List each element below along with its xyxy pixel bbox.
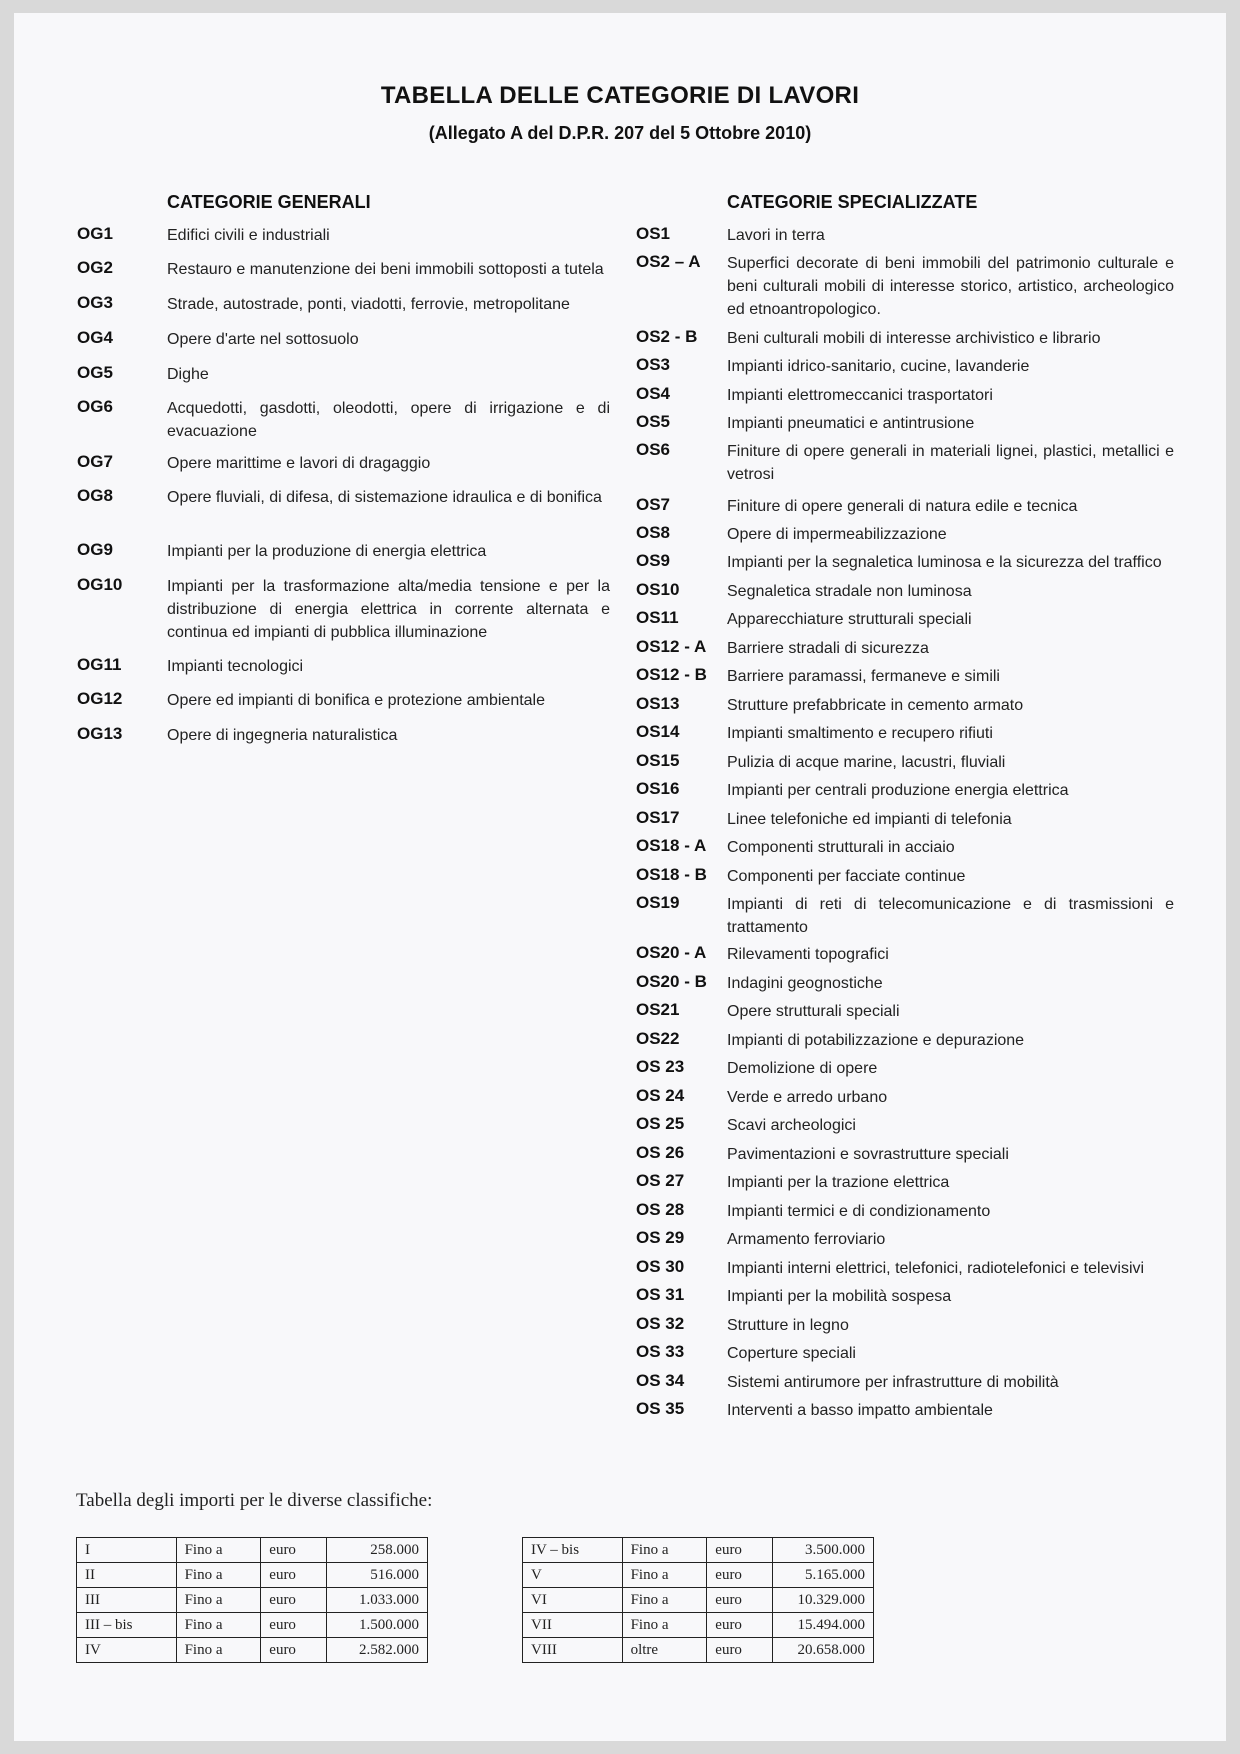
- page-subtitle: (Allegato A del D.P.R. 207 del 5 Ottobre 2010): [428, 123, 812, 143]
- category-row: [77, 363, 610, 386]
- amount: 20.658.000: [773, 1638, 874, 1663]
- category-code: OS 32: [636, 1314, 685, 1333]
- category-description: Impianti smaltimento e recupero rifiuti: [727, 725, 993, 742]
- category-description: Impianti per la trasformazione alta/media tensione e per la distribuzione di energia elettrica in corrente alternata e continua ed impianti di pubblica illuminazione: [167, 578, 610, 641]
- category-description: Opere marittime e lavori di dragaggio: [167, 455, 431, 472]
- category-row: [636, 495, 1174, 518]
- category-description: Sistemi antirumore per infrastrutture di mobilità: [727, 1374, 1059, 1391]
- category-description: Pavimentazioni e sovrastrutture speciali: [727, 1146, 1009, 1163]
- currency: euro: [707, 1638, 773, 1663]
- category-row: [636, 1200, 1174, 1223]
- category-row: [636, 722, 1174, 745]
- category-description: Coperture speciali: [727, 1345, 856, 1362]
- category-description: Interventi a basso impatto ambientale: [727, 1402, 993, 1419]
- category-code: OG1: [77, 224, 113, 243]
- classifica-label: VII: [523, 1613, 623, 1638]
- category-row: [636, 1086, 1174, 1109]
- classifica-label: III: [77, 1588, 177, 1613]
- currency: euro: [707, 1588, 773, 1613]
- category-code: OS12 - B: [636, 665, 707, 684]
- category-description: Impianti elettromeccanici trasportatori: [727, 387, 993, 404]
- category-code: OS7: [636, 495, 671, 514]
- classifica-row: [523, 1538, 874, 1563]
- category-code: OS18 - B: [636, 865, 707, 884]
- category-row: [636, 1057, 1174, 1080]
- category-code: OG4: [77, 328, 113, 347]
- category-code: OG9: [77, 540, 113, 559]
- category-row: [77, 689, 610, 712]
- category-description: Strutture prefabbricate in cemento armato: [727, 697, 1024, 714]
- currency: euro: [261, 1538, 327, 1563]
- category-code: OG5: [77, 363, 113, 382]
- category-description: Demolizione di opere: [727, 1060, 878, 1077]
- category-description: Impianti interni elettrici, telefonici, radiotelefonici e televisivi: [727, 1260, 1145, 1277]
- amount: 1.500.000: [327, 1613, 428, 1638]
- category-code: OS10: [636, 580, 680, 599]
- category-code: OS 35: [636, 1399, 685, 1418]
- classifica-label: IV: [77, 1638, 177, 1663]
- category-row: [77, 540, 610, 563]
- category-description: Impianti di reti di telecomunicazione e di trasmissioni e trattamento: [727, 896, 1174, 936]
- category-description: Barriere paramassi, fermaneve e simili: [727, 668, 1000, 685]
- category-row: [636, 440, 1174, 486]
- category-code: OS 23: [636, 1057, 685, 1076]
- category-row: [636, 865, 1174, 888]
- limit-type: Fino a: [622, 1563, 707, 1588]
- category-row: [636, 943, 1174, 966]
- classifiche-table-right: [522, 1537, 874, 1663]
- amount: 258.000: [327, 1538, 428, 1563]
- amount: 5.165.000: [773, 1563, 874, 1588]
- classifica-label: IV – bis: [523, 1538, 623, 1563]
- category-description: Impianti pneumatici e antintrusione: [727, 415, 975, 432]
- category-description: Impianti per la trazione elettrica: [727, 1174, 950, 1191]
- currency: euro: [707, 1538, 773, 1563]
- category-description: Segnaletica stradale non luminosa: [727, 583, 972, 600]
- category-row: [636, 412, 1174, 435]
- category-description: Strade, autostrade, ponti, viadotti, ferrovie, metropolitane: [167, 296, 570, 313]
- category-code: OS 27: [636, 1171, 685, 1190]
- category-code: OS1: [636, 224, 671, 243]
- category-code: OG3: [77, 293, 113, 312]
- category-row: [636, 523, 1174, 546]
- category-row: [636, 1399, 1174, 1422]
- category-description: Beni culturali mobili di interesse archivistico e librario: [727, 330, 1101, 347]
- category-code: OS 25: [636, 1114, 685, 1133]
- category-code: OG7: [77, 452, 113, 471]
- category-description: Opere d'arte nel sottosuolo: [167, 331, 359, 348]
- classifica-row: [523, 1563, 874, 1588]
- category-code: OS6: [636, 440, 671, 459]
- category-row: [636, 694, 1174, 717]
- category-description: Impianti termici e di condizionamento: [727, 1203, 991, 1220]
- limit-type: oltre: [622, 1638, 707, 1663]
- category-row: [77, 486, 610, 509]
- currency: euro: [261, 1563, 327, 1588]
- category-row: [636, 327, 1174, 350]
- category-code: OS20 - B: [636, 972, 707, 991]
- category-code: OG6: [77, 397, 113, 416]
- category-code: OS15: [636, 751, 680, 770]
- limit-type: Fino a: [176, 1638, 261, 1663]
- category-row: [636, 224, 1174, 247]
- category-description: Pulizia di acque marine, lacustri, fluviali: [727, 754, 1006, 771]
- classifica-label: II: [77, 1563, 177, 1588]
- category-description: Acquedotti, gasdotti, oleodotti, opere di irrigazione e di evacuazione: [167, 400, 610, 440]
- category-description: Indagini geognostiche: [727, 975, 883, 992]
- category-code: OS 26: [636, 1143, 685, 1162]
- category-description: Superfici decorate di beni immobili del patrimonio culturale e beni culturali mobili di interesse storico, artistico, archeologico ed etnoantropologico.: [727, 255, 1174, 318]
- category-row: [636, 836, 1174, 859]
- category-row: [77, 293, 610, 316]
- category-description: Lavori in terra: [727, 227, 825, 244]
- category-code: OS17: [636, 808, 680, 827]
- category-description: Scavi archeologici: [727, 1117, 856, 1134]
- classifica-row: [77, 1588, 428, 1613]
- category-row: [636, 1171, 1174, 1194]
- category-code: OG2: [77, 258, 113, 277]
- category-row: [636, 893, 1174, 939]
- amount: 2.582.000: [327, 1638, 428, 1663]
- amount: 15.494.000: [773, 1613, 874, 1638]
- category-row: [636, 637, 1174, 660]
- category-code: OG13: [77, 724, 123, 743]
- limit-type: Fino a: [176, 1613, 261, 1638]
- category-code: OS14: [636, 722, 680, 741]
- category-code: OG11: [77, 655, 122, 674]
- category-code: OG10: [77, 575, 123, 594]
- category-description: Opere di impermeabilizzazione: [727, 526, 947, 543]
- classifiche-table-left: [76, 1537, 428, 1663]
- category-code: OS19: [636, 893, 680, 912]
- category-row: [77, 397, 610, 443]
- classifica-row: [523, 1588, 874, 1613]
- category-row: [636, 551, 1174, 574]
- category-code: OS20 - A: [636, 943, 707, 962]
- category-description: Restauro e manutenzione dei beni immobili sottoposti a tutela: [167, 261, 604, 278]
- category-description: Dighe: [167, 366, 209, 383]
- category-row: [636, 972, 1174, 995]
- limit-type: Fino a: [176, 1563, 261, 1588]
- amount: 10.329.000: [773, 1588, 874, 1613]
- classifica-row: [77, 1613, 428, 1638]
- limit-type: Fino a: [622, 1588, 707, 1613]
- category-code: OS22: [636, 1029, 680, 1048]
- category-row: [636, 808, 1174, 831]
- category-row: [77, 258, 610, 281]
- category-row: [636, 751, 1174, 774]
- category-code: OS 30: [636, 1257, 685, 1276]
- category-row: [636, 355, 1174, 378]
- limit-type: Fino a: [176, 1588, 261, 1613]
- category-description: Opere di ingegneria naturalistica: [167, 727, 398, 744]
- category-description: Impianti per centrali produzione energia elettrica: [727, 782, 1069, 799]
- category-description: Componenti per facciate continue: [727, 868, 966, 885]
- category-code: OS 24: [636, 1086, 685, 1105]
- currency: euro: [261, 1638, 327, 1663]
- category-row: [636, 252, 1174, 321]
- amount: 3.500.000: [773, 1538, 874, 1563]
- category-code: OS 33: [636, 1342, 685, 1361]
- category-code: OS 34: [636, 1371, 685, 1390]
- category-code: OG12: [77, 689, 123, 708]
- category-description: Impianti per la produzione di energia elettrica: [167, 543, 487, 560]
- category-description: Strutture in legno: [727, 1317, 849, 1334]
- classifica-label: VIII: [523, 1638, 623, 1663]
- category-code: OS18 - A: [636, 836, 707, 855]
- heading-categorie-specializzate: CATEGORIE SPECIALIZZATE: [727, 192, 978, 212]
- category-code: OS2 - B: [636, 327, 698, 346]
- category-row: [636, 1143, 1174, 1166]
- category-row: [77, 724, 610, 747]
- category-description: Opere strutturali speciali: [727, 1003, 900, 1020]
- category-code: OS3: [636, 355, 671, 374]
- category-row: [636, 384, 1174, 407]
- category-code: OS9: [636, 551, 671, 570]
- category-description: Componenti strutturali in acciaio: [727, 839, 955, 856]
- category-row: [636, 1285, 1174, 1308]
- category-code: OS 28: [636, 1200, 685, 1219]
- category-description: Verde e arredo urbano: [727, 1089, 888, 1106]
- category-row: [77, 575, 610, 644]
- category-code: OS8: [636, 523, 671, 542]
- category-description: Finiture di opere generali in materiali lignei, plastici, metallici e vetrosi: [727, 443, 1174, 483]
- category-description: Opere fluviali, di difesa, di sistemazione idraulica e di bonifica: [167, 489, 602, 506]
- currency: euro: [261, 1613, 327, 1638]
- page-title: TABELLA DELLE CATEGORIE DI LAVORI: [380, 82, 860, 109]
- category-row: [636, 1342, 1174, 1365]
- category-code: OS4: [636, 384, 671, 403]
- category-description: Impianti per la segnaletica luminosa e la sicurezza del traffico: [727, 554, 1162, 571]
- amount: 516.000: [327, 1563, 428, 1588]
- category-description: Impianti idrico-sanitario, cucine, lavanderie: [727, 358, 1030, 375]
- limit-type: Fino a: [622, 1538, 707, 1563]
- category-row: [636, 1114, 1174, 1137]
- classifica-row: [523, 1638, 874, 1663]
- category-row: [636, 580, 1174, 603]
- category-row: [636, 608, 1174, 631]
- heading-categorie-generali: CATEGORIE GENERALI: [167, 192, 371, 212]
- category-description: Finiture di opere generali di natura edile e tecnica: [727, 498, 1078, 515]
- classifica-label: III – bis: [77, 1613, 177, 1638]
- category-description: Impianti di potabilizzazione e depurazione: [727, 1032, 1025, 1049]
- category-row: [77, 655, 610, 678]
- classifica-label: I: [77, 1538, 177, 1563]
- category-row: [636, 779, 1174, 802]
- limit-type: Fino a: [176, 1538, 261, 1563]
- category-code: OS16: [636, 779, 680, 798]
- category-description: Linee telefoniche ed impianti di telefonia: [727, 811, 1012, 828]
- classifica-row: [77, 1638, 428, 1663]
- category-code: OS11: [636, 608, 679, 627]
- category-row: [636, 1029, 1174, 1052]
- category-description: Opere ed impianti di bonifica e protezione ambientale: [167, 692, 546, 709]
- currency: euro: [707, 1563, 773, 1588]
- category-code: OS 31: [636, 1285, 685, 1304]
- category-row: [77, 328, 610, 351]
- importi-title: Tabella degli importi per le diverse classifiche:: [76, 1490, 433, 1511]
- category-row: [636, 1371, 1174, 1394]
- category-description: Impianti per la mobilità sospesa: [727, 1288, 952, 1305]
- currency: euro: [261, 1588, 327, 1613]
- category-description: Armamento ferroviario: [727, 1231, 886, 1248]
- category-row: [77, 224, 610, 247]
- classifica-label: VI: [523, 1588, 623, 1613]
- currency: euro: [707, 1613, 773, 1638]
- category-description: Edifici civili e industriali: [167, 227, 330, 244]
- category-row: [636, 1314, 1174, 1337]
- category-code: OG8: [77, 486, 113, 505]
- category-code: OS13: [636, 694, 680, 713]
- category-row: [77, 452, 610, 475]
- category-description: Barriere stradali di sicurezza: [727, 640, 929, 657]
- category-code: OS2 – A: [636, 252, 701, 271]
- classifica-label: V: [523, 1563, 623, 1588]
- amount: 1.033.000: [327, 1588, 428, 1613]
- category-code: OS21: [636, 1000, 680, 1019]
- category-row: [636, 1257, 1174, 1280]
- category-description: Impianti tecnologici: [167, 658, 304, 675]
- category-code: OS5: [636, 412, 671, 431]
- category-row: [636, 1228, 1174, 1251]
- limit-type: Fino a: [622, 1613, 707, 1638]
- classifica-row: [77, 1538, 428, 1563]
- category-description: Apparecchiature strutturali speciali: [727, 611, 972, 628]
- category-row: [636, 1000, 1174, 1023]
- classifica-row: [77, 1563, 428, 1588]
- category-row: [636, 665, 1174, 688]
- category-description: Rilevamenti topografici: [727, 946, 889, 963]
- category-code: OS 29: [636, 1228, 685, 1247]
- category-code: OS12 - A: [636, 637, 707, 656]
- classifica-row: [523, 1613, 874, 1638]
